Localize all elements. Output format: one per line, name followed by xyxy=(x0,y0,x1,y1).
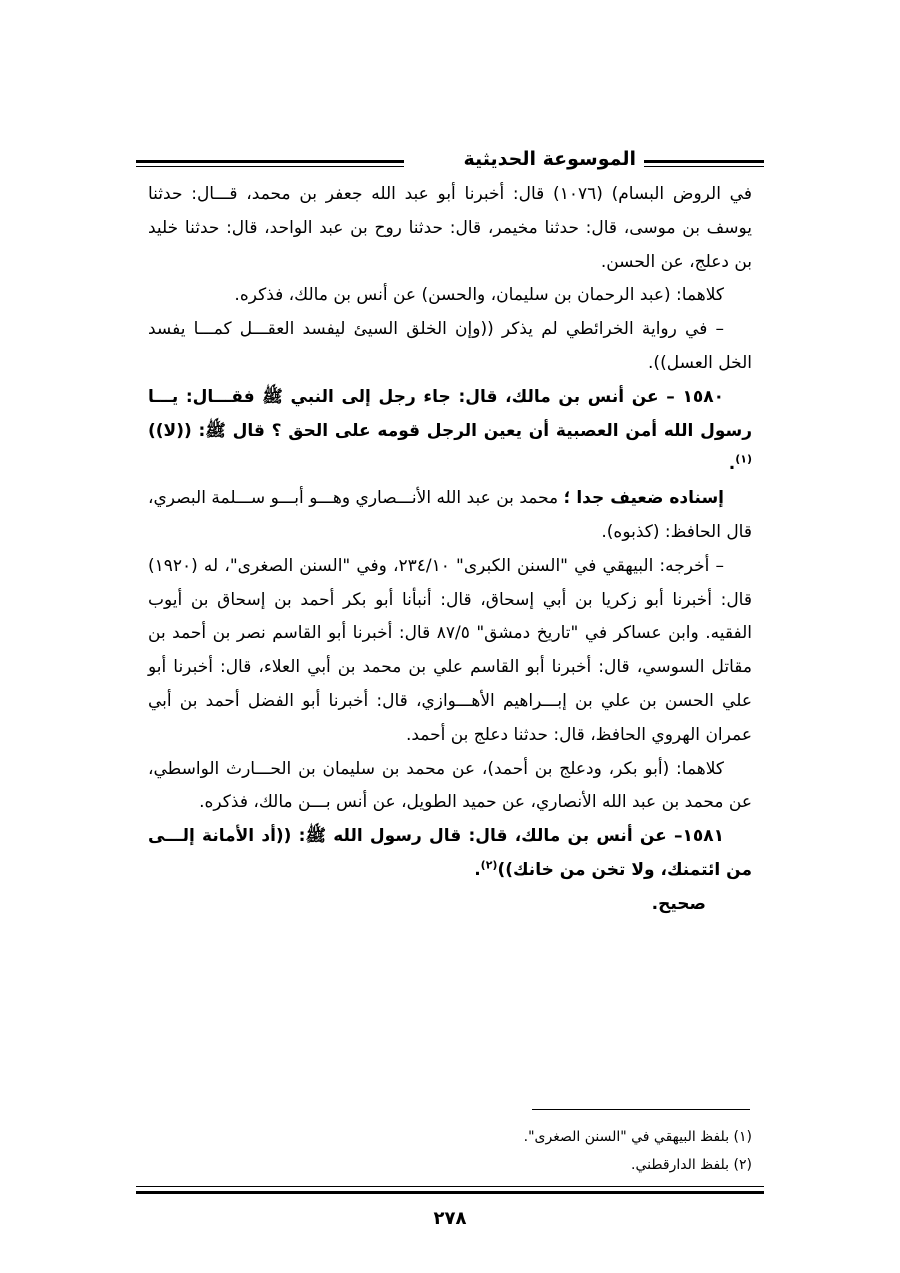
grade-label: إسناده ضعيف جدا ؛ xyxy=(563,488,724,509)
paragraph: في الروض البسام) (١٠٧٦) قال: أخبرنا أبو عبد الله جعفر بن محمد، قـــال: حدثنا يوسف بن موسى، قال: حدثنا مخيمر، قال: حدثنا روح بن عبد الواحد، قال: حدثنا خليد بن دعلج، عن الحسن. xyxy=(148,184,752,272)
header-rule-thin xyxy=(136,166,404,167)
hadith-1581 xyxy=(148,820,752,888)
hadith-text: ١٥٨١– عن أنس بن مالك، قال: قال رسول الله ﷺ: ((أد الأمانة إلـــى من ائتمنك، ولا تخن من خانك)) xyxy=(148,826,752,880)
header-title: الموسوعة الحديثية xyxy=(463,148,636,170)
header-rule-thick xyxy=(136,160,404,163)
footer-rule-thick xyxy=(136,1191,764,1194)
body-text xyxy=(148,178,752,922)
running-header xyxy=(136,142,764,176)
punctuation: . xyxy=(474,859,481,880)
header-rule-thin xyxy=(644,166,764,167)
header-rule-thick xyxy=(644,160,764,163)
paragraph: كلاهما: (عبد الرحمان بن سليمان، والحسن) عن أنس بن مالك، فذكره. xyxy=(234,285,724,306)
isnad-grade xyxy=(148,482,752,550)
footnote-ref: (١) xyxy=(735,452,752,466)
footnote-separator xyxy=(532,1109,750,1110)
paragraph: كلاهما: (أبو بكر، ودعلج بن أحمد)، عن محمد بن سليمان بن الحـــارث الواسطي، عن محمد بن عبد الله الأنصاري، عن حميد الطويل، عن أنس بـــن مالك، فذكره. xyxy=(148,758,752,813)
footnotes xyxy=(148,1123,752,1179)
grade-sahih: صحيح. xyxy=(651,893,706,914)
hadith-1580 xyxy=(148,381,752,482)
punctuation: . xyxy=(728,454,736,475)
footnote: (٢) بلفظ الدارقطني. xyxy=(631,1157,752,1173)
paragraph: – أخرجه: البيهقي في "السنن الكبرى" ٢٣٤/١٠، وفي "السنن الصغرى"، له (١٩٢٠) قال: أخبرنا أبو زكريا بن أبي إسحاق، قال: أنبأنا أبو بكر أحمد بن إسحاق بن أيوب الفقيه. وابن عساكر في "تاريخ دمشق" ٨٧/٥ قال: أخبرنا أبو القاسم نصر بن أحمد بن مقاتل السوسي، قال: أخبرنا أبو القاسم علي بن محمد بن أبي العلاء، قال: أخبرنا أبو علي الحسن بن علي بن إبـــراهيم الأهـــوازي، قال: أخبرنا أبو الفضل أحمد بن أبي عمران الهروي الحافظ، قال: حدثنا دعلج بن أحمد. xyxy=(148,555,752,745)
footer-rule xyxy=(136,1186,764,1198)
hadith-text: ١٥٨٠ – عن أنس بن مالك، قال: جاء رجل إلى النبي ﷺ فقـــال: يـــا رسول الله أمن العصبية أن يعين الرجل قومه على الحق ؟ قال ﷺ: ((لا)) xyxy=(148,386,752,441)
footnote: (١) بلفظ البيهقي في "السنن الصغرى". xyxy=(523,1129,752,1145)
page-number: ٢٧٨ xyxy=(433,1208,467,1229)
footnote-ref: (٢) xyxy=(480,858,498,872)
grade-reason: محمد بن عبد الله الأنـــصاري وهـــو أبـــو ســـلمة البصري، قال الحافظ: (كذبوه). xyxy=(148,488,752,542)
paragraph: – في رواية الخرائطي لم يذكر ((وإن الخلق السيئ ليفسد العقـــل كمـــا يفسد الخل العسل)). xyxy=(148,319,752,373)
footer-rule-thin xyxy=(136,1186,764,1187)
